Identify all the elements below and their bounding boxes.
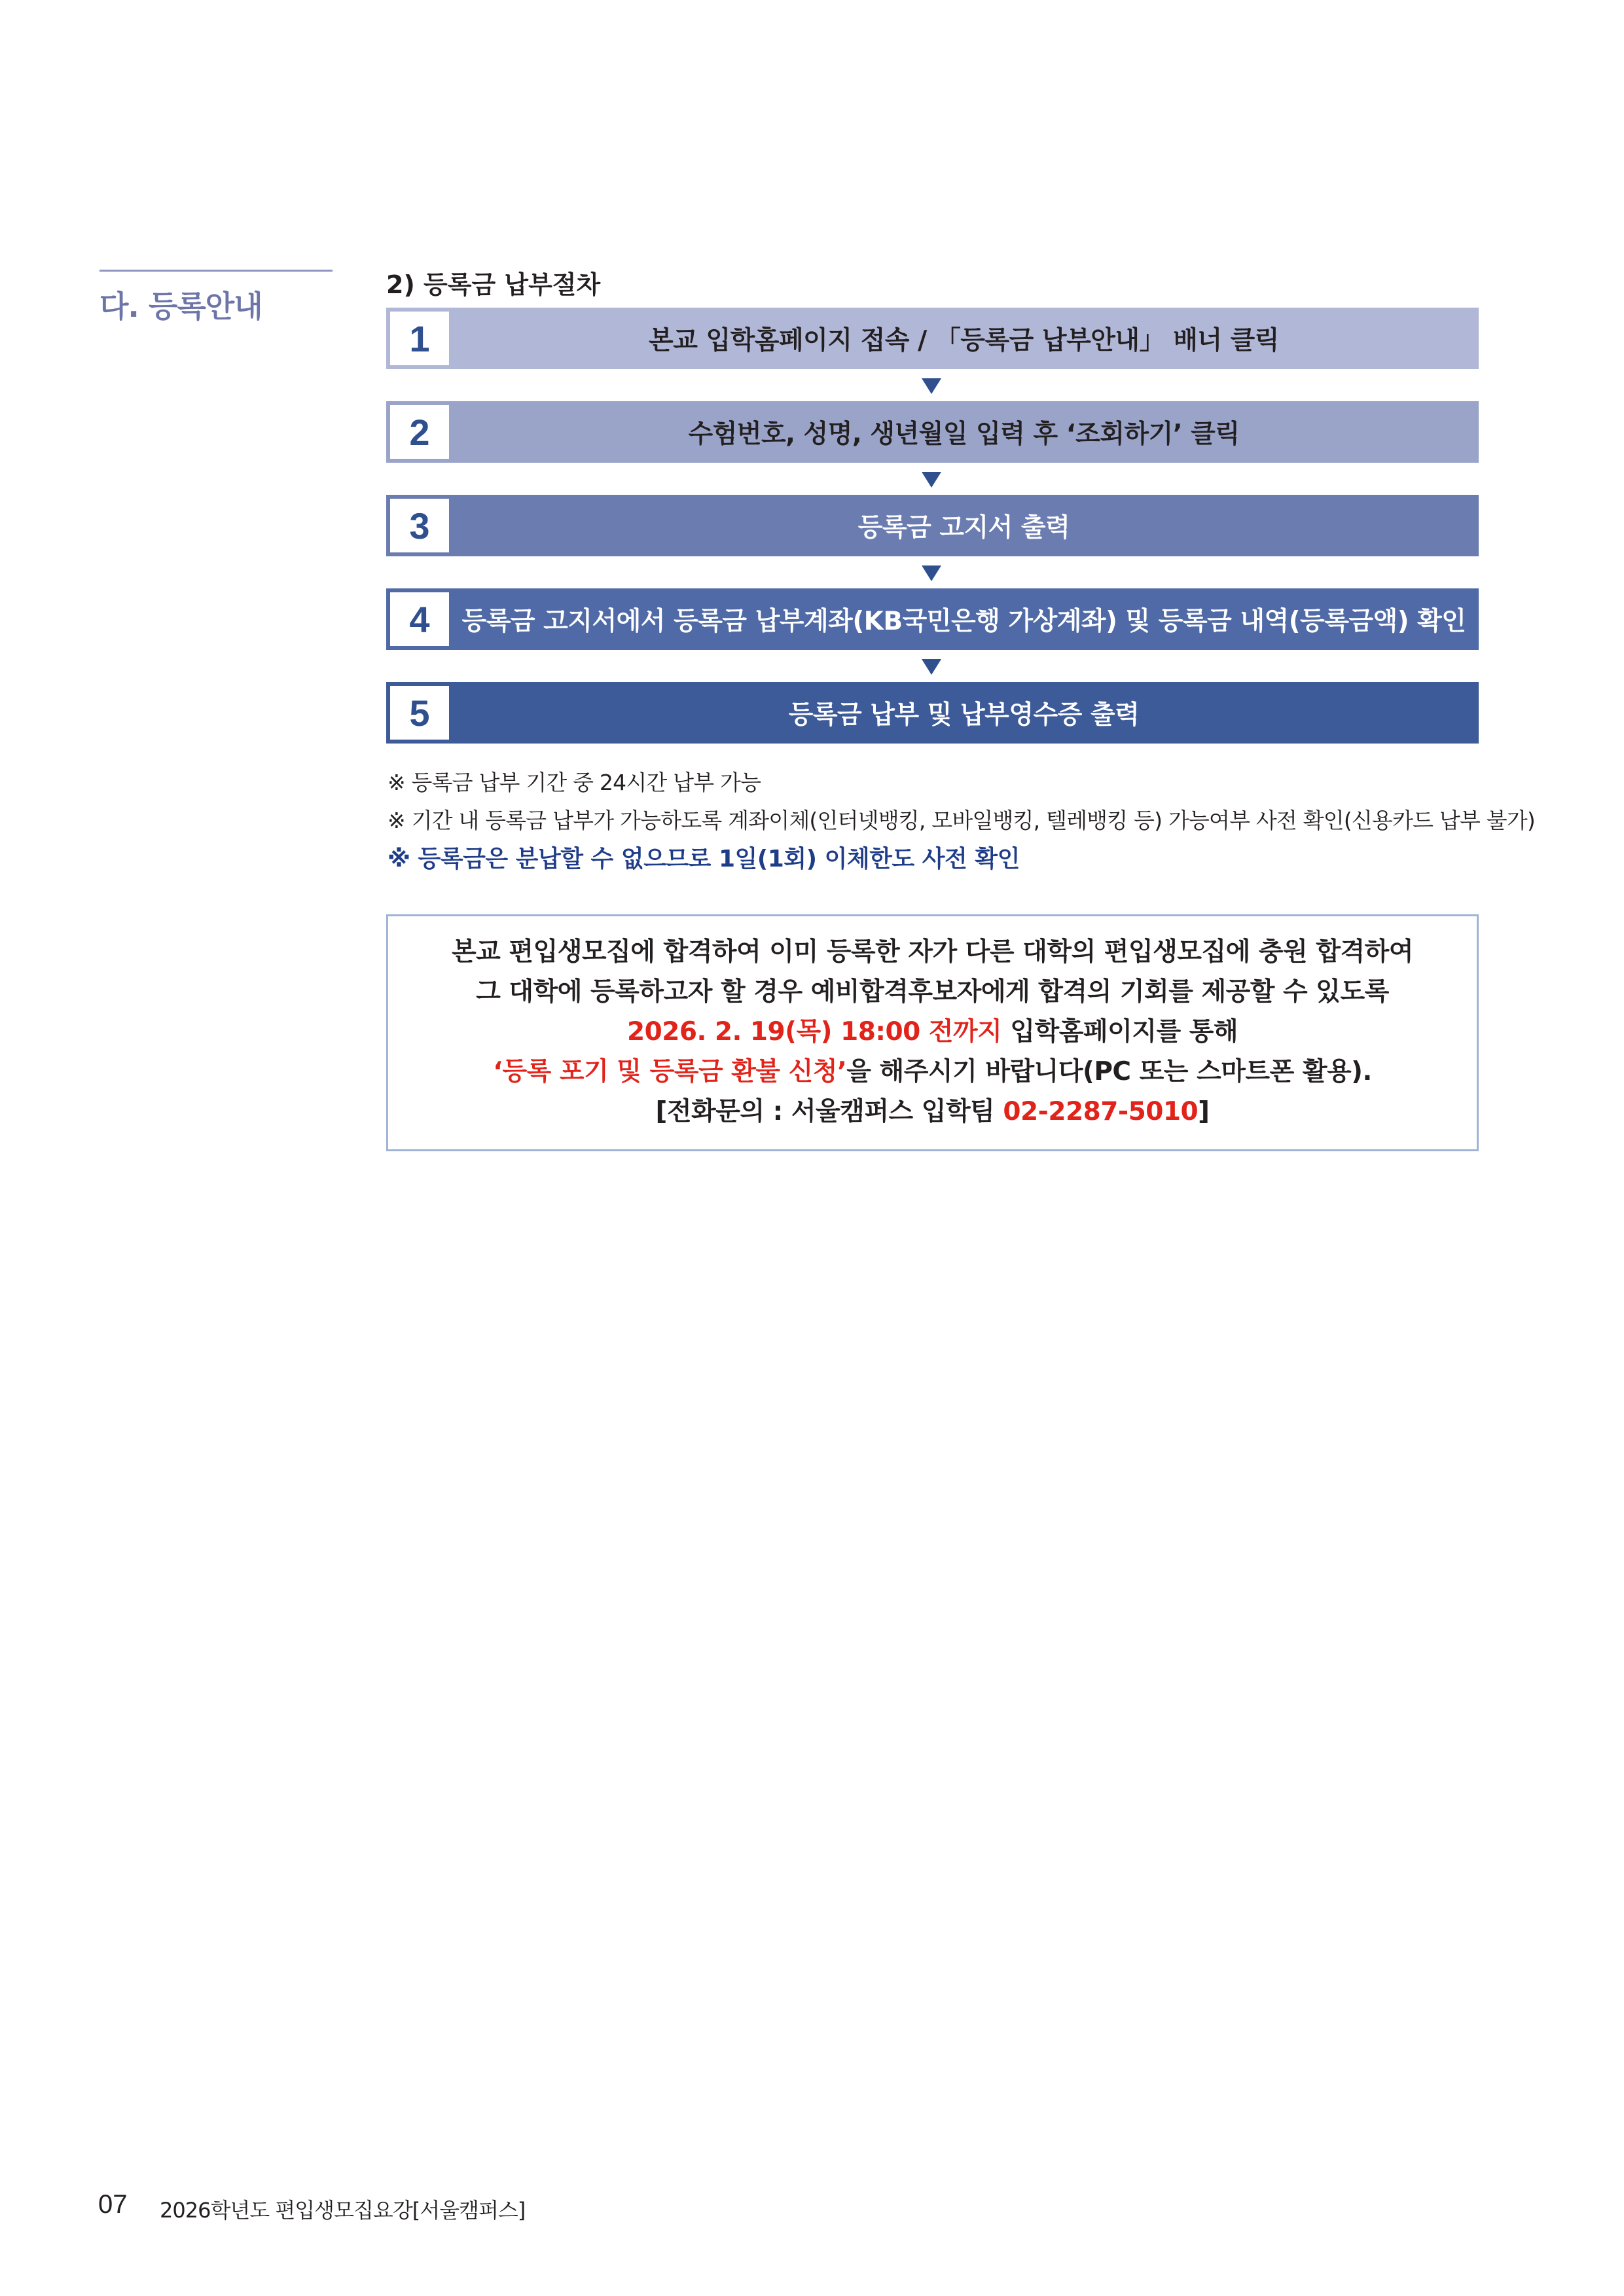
step-label: 등록금 납부 및 납부영수증 출력 bbox=[788, 700, 1140, 730]
step-label: 본교 입학홈페이지 접속 / 「등록금 납부안내」 배너 클릭 bbox=[649, 326, 1279, 355]
step-label: 등록금 고지서에서 등록금 납부계좌(KB국민은행 가상계좌) 및 등록금 내역(등록금액) 확인 bbox=[461, 607, 1466, 636]
step-3 bbox=[386, 495, 1479, 556]
subsection-title: 2) 등록금 납부절차 bbox=[386, 270, 601, 299]
step-5 bbox=[386, 682, 1479, 744]
down-arrow-icon bbox=[922, 659, 941, 675]
note-24h: ※ 등록금 납부 기간 중 24시간 납부 가능 bbox=[388, 770, 761, 795]
step-number: 5 bbox=[390, 686, 449, 740]
section-rule bbox=[99, 270, 333, 272]
step-number: 2 bbox=[390, 405, 449, 459]
note-transfer-check: ※ 기간 내 등록금 납부가 가능하도록 계좌이체(인터넷뱅킹, 모바일뱅킹, 텔레뱅킹 등) 가능여부 사전 확인(신용카드 납부 불가) bbox=[388, 808, 1536, 833]
info-line-4 bbox=[388, 1052, 1477, 1092]
down-arrow-icon bbox=[922, 565, 941, 581]
down-arrow-icon bbox=[922, 472, 941, 488]
refund-request-text: ‘등록 포기 및 등록금 환불 신청’ bbox=[493, 1057, 847, 1086]
note-transfer-limit: ※ 등록금은 분납할 수 없으므로 1일(1회) 이체한도 사전 확인 bbox=[388, 846, 1020, 872]
step-number: 1 bbox=[390, 312, 449, 365]
step-label: 등록금 고지서 출력 bbox=[857, 513, 1070, 543]
step-number: 4 bbox=[390, 592, 449, 646]
info-line-3 bbox=[388, 1012, 1477, 1052]
refund-info-box bbox=[386, 914, 1479, 1151]
deadline-text: 2026. 2. 19(목) 18:00 전까지 bbox=[626, 1017, 1002, 1047]
info-line-1: 본교 편입생모집에 합격하여 이미 등록한 자가 다른 대학의 편입생모집에 충원 합격하여 bbox=[451, 937, 1414, 967]
contact-suffix: ] bbox=[1198, 1097, 1210, 1126]
footer-title: 2026학년도 편입생모집요강[서울캠퍼스] bbox=[160, 2198, 526, 2223]
contact-prefix: [전화문의 : 서울캠퍼스 입학팀 bbox=[655, 1097, 1003, 1126]
step-number: 3 bbox=[390, 499, 449, 552]
step-4 bbox=[386, 588, 1479, 650]
page-number: 07 bbox=[98, 2190, 128, 2219]
step-1 bbox=[386, 308, 1479, 369]
info-line-2: 그 대학에 등록하고자 할 경우 예비합격후보자에게 합격의 기회를 제공할 수 있도록 bbox=[476, 977, 1389, 1007]
step-label: 수험번호, 성명, 생년월일 입력 후 ‘조회하기’ 클릭 bbox=[688, 420, 1240, 449]
info-line-4-rest: 을 해주시기 바랍니다(PC 또는 스마트폰 활용). bbox=[846, 1057, 1372, 1086]
info-line-5 bbox=[388, 1092, 1477, 1132]
info-line-3-rest: 입학홈페이지를 통해 bbox=[1001, 1017, 1238, 1047]
down-arrow-icon bbox=[922, 378, 941, 394]
contact-phone: 02-2287-5010 bbox=[1003, 1097, 1199, 1126]
section-title: 다. 등록안내 bbox=[99, 289, 262, 324]
step-2 bbox=[386, 401, 1479, 463]
